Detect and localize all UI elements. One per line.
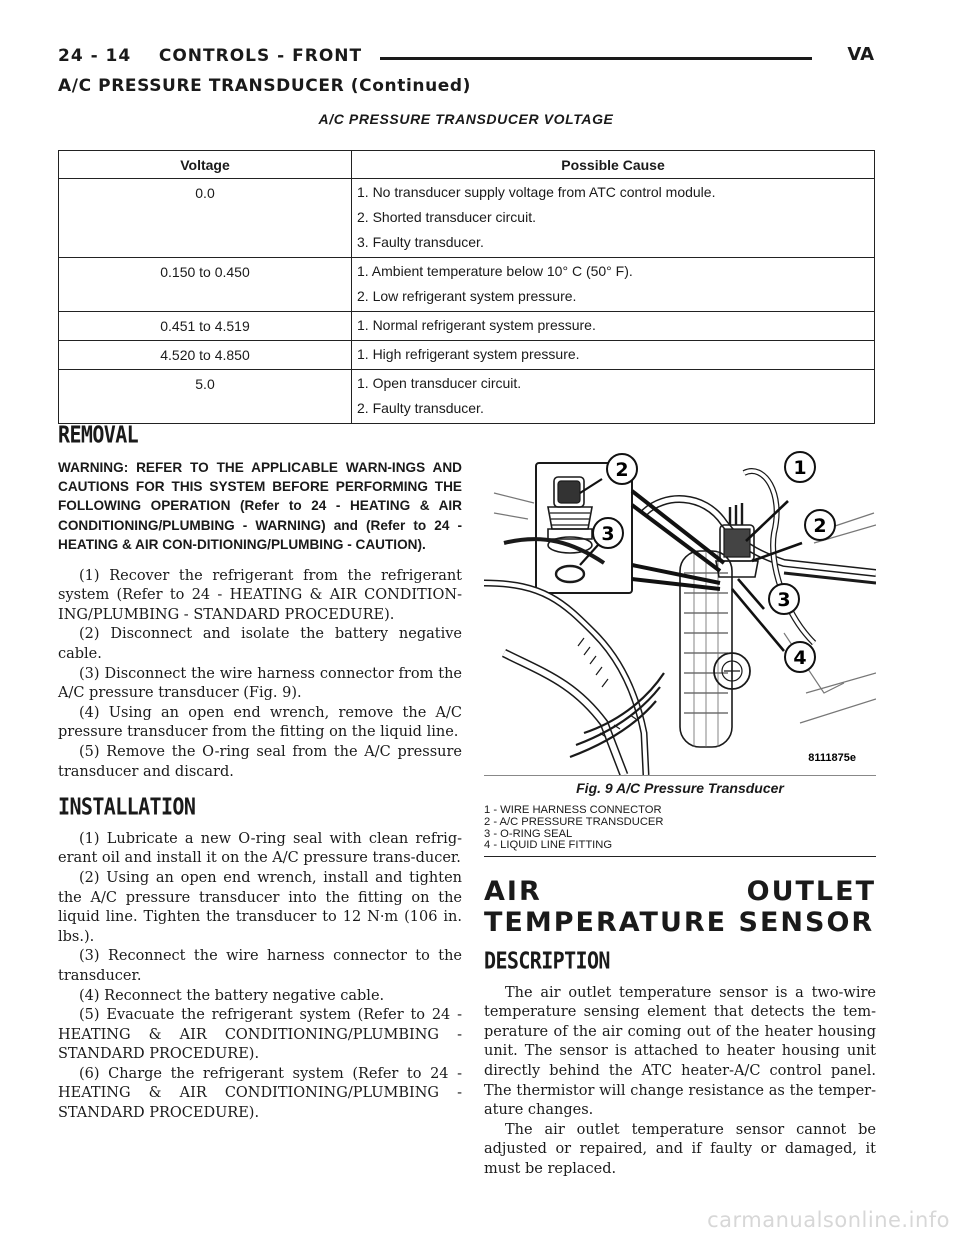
cause-item: 1. Ambient temperature below 10° C (50° F). bbox=[357, 263, 633, 279]
table-row bbox=[59, 341, 875, 370]
table-caption: A/C PRESSURE TRANSDUCER VOLTAGE bbox=[318, 111, 614, 127]
installation-step: (6) Charge the refrigerant system (Refer to 24 - HEATING & AIR CONDITIONING/PLUMBING - STANDARD PROCEDURE). bbox=[58, 1065, 462, 1122]
installation-step: (5) Evacuate the refrigerant system (Refer to 24 - HEATING & AIR CONDITIONING/PLUMBING - STANDARD PROCEDURE). bbox=[58, 1007, 462, 1063]
figure-legend bbox=[484, 805, 876, 857]
air-outlet-title: AIR OUTLET TEMPERATURE SENSOR bbox=[484, 876, 876, 938]
callout-2: 2 bbox=[813, 515, 827, 537]
installation-step: (3) Reconnect the wire harness connector to the transducer. bbox=[58, 948, 462, 984]
air-outlet-section bbox=[484, 876, 876, 1180]
cause-cell bbox=[352, 370, 875, 424]
voltage-cell: 0.0 bbox=[59, 179, 352, 258]
figure-code: 8111875e bbox=[808, 752, 856, 764]
callout-3: 3 bbox=[777, 589, 791, 611]
cause-item: 1. No transducer supply voltage from ATC control module. bbox=[357, 184, 716, 200]
removal-steps bbox=[58, 567, 462, 783]
model-code: VA bbox=[847, 44, 874, 65]
left-column bbox=[58, 420, 462, 1124]
watermark: carmanualsonline.info bbox=[707, 1208, 950, 1232]
column-header-voltage: Voltage bbox=[59, 151, 352, 179]
description-paragraph: The air outlet temperature sensor cannot be adjusted or repaired, and if faulty or damaged, it must be replaced. bbox=[484, 1121, 876, 1177]
description-paragraph: The air outlet temperature sensor is a two-wire temperature sensing element that detects the tem-perature of the air coming out of the heater housing unit. The sensor is attached to heater housing unit directly behind the ATC heater-A/C control panel. The thermistor will change resistance as the temper-ature changes. bbox=[484, 984, 876, 1119]
figure-illustration bbox=[484, 433, 876, 776]
voltage-cell: 5.0 bbox=[59, 370, 352, 424]
removal-step: (4) Using an open end wrench, remove the A/C pressure transducer from the fitting on the liquid line. bbox=[58, 704, 462, 741]
installation-steps bbox=[58, 830, 462, 1124]
cause-cell bbox=[352, 258, 875, 312]
legend-item: 2 - A/C PRESSURE TRANSDUCER bbox=[484, 815, 664, 828]
table-row bbox=[59, 370, 875, 424]
cause-cell bbox=[352, 341, 875, 370]
running-header bbox=[58, 44, 874, 74]
legend-item: 3 - O-RING SEAL bbox=[484, 827, 573, 840]
removal-step: (3) Disconnect the wire harness connector from the A/C pressure transducer (Fig. 9). bbox=[58, 665, 462, 702]
installation-step: (1) Lubricate a new O-ring seal with clean refrig-erant oil and install it on the A/C pressure trans-ducer. bbox=[58, 830, 462, 867]
removal-step: (5) Remove the O-ring seal from the A/C pressure transducer and discard. bbox=[58, 743, 462, 780]
callout-2-inset: 2 bbox=[615, 459, 629, 481]
cause-cell bbox=[352, 312, 875, 341]
legend-item: 1 - WIRE HARNESS CONNECTOR bbox=[484, 804, 662, 816]
table-header-row bbox=[59, 151, 875, 179]
cause-item: 3. Faulty transducer. bbox=[357, 234, 484, 250]
callout-3-inset: 3 bbox=[601, 523, 615, 545]
removal-step: (1) Recover the refrigerant from the refrigerant system (Refer to 24 - HEATING & AIR CONDITION-ING/PLUMBING - STANDARD PROCEDURE). bbox=[58, 567, 462, 623]
cause-cell bbox=[352, 179, 875, 258]
removal-warning: WARNING: REFER TO THE APPLICABLE WARN-INGS AND CAUTIONS FOR THIS SYSTEM BEFORE PERFORMING THE FOLLOWING OPERATION (Refer to 24 - HEATING & AIR CONDITIONING/PLUMBING - WARNING) and (Refer to 24 - HEATING & AIR CON-DITIONING/PLUMBING - CAUTION). bbox=[58, 459, 462, 553]
cause-item: 2. Shorted transducer circuit. bbox=[357, 209, 536, 225]
cause-item: 1. High refrigerant system pressure. bbox=[357, 346, 580, 362]
installation-step: (2) Using an open end wrench, install and tighten the A/C pressure transducer into the fitting on the liquid line. Tighten the transducer to 12 N·m (106 in. lbs.). bbox=[58, 869, 462, 945]
table-row bbox=[59, 179, 875, 258]
installation-heading: INSTALLATION bbox=[58, 792, 196, 821]
legend-item: 4 - LIQUID LINE FITTING bbox=[484, 839, 613, 852]
column-header-cause: Possible Cause bbox=[352, 151, 875, 179]
voltage-table bbox=[58, 150, 875, 424]
description-paragraphs bbox=[484, 984, 876, 1180]
callout-4: 4 bbox=[793, 647, 807, 669]
voltage-cell: 0.150 to 0.450 bbox=[59, 258, 352, 312]
removal-heading: REMOVAL bbox=[58, 420, 139, 449]
removal-step: (2) Disconnect and isolate the battery negative cable. bbox=[58, 626, 462, 662]
pressure-transducer-illustration bbox=[484, 433, 876, 775]
voltage-cell: 0.451 to 4.519 bbox=[59, 312, 352, 341]
voltage-cell: 4.520 to 4.850 bbox=[59, 341, 352, 370]
page-label: 24 - 14 CONTROLS - FRONT bbox=[58, 46, 363, 66]
header-rule bbox=[380, 57, 812, 60]
cause-item: 2. Low refrigerant system pressure. bbox=[357, 288, 577, 304]
figure-caption: Fig. 9 A/C Pressure Transducer bbox=[576, 780, 784, 796]
cause-item: 1. Open transducer circuit. bbox=[357, 375, 522, 391]
table-row bbox=[59, 258, 875, 312]
callout-1: 1 bbox=[793, 457, 807, 479]
table-row bbox=[59, 312, 875, 341]
cause-item: 2. Faulty transducer. bbox=[357, 400, 484, 416]
cause-item: 1. Normal refrigerant system pressure. bbox=[357, 317, 596, 333]
continued-section-title: A/C PRESSURE TRANSDUCER (Continued) bbox=[58, 76, 472, 96]
description-heading: DESCRIPTION bbox=[484, 946, 610, 975]
table-body bbox=[59, 179, 875, 424]
installation-step: (4) Reconnect the battery negative cable. bbox=[79, 987, 385, 1004]
